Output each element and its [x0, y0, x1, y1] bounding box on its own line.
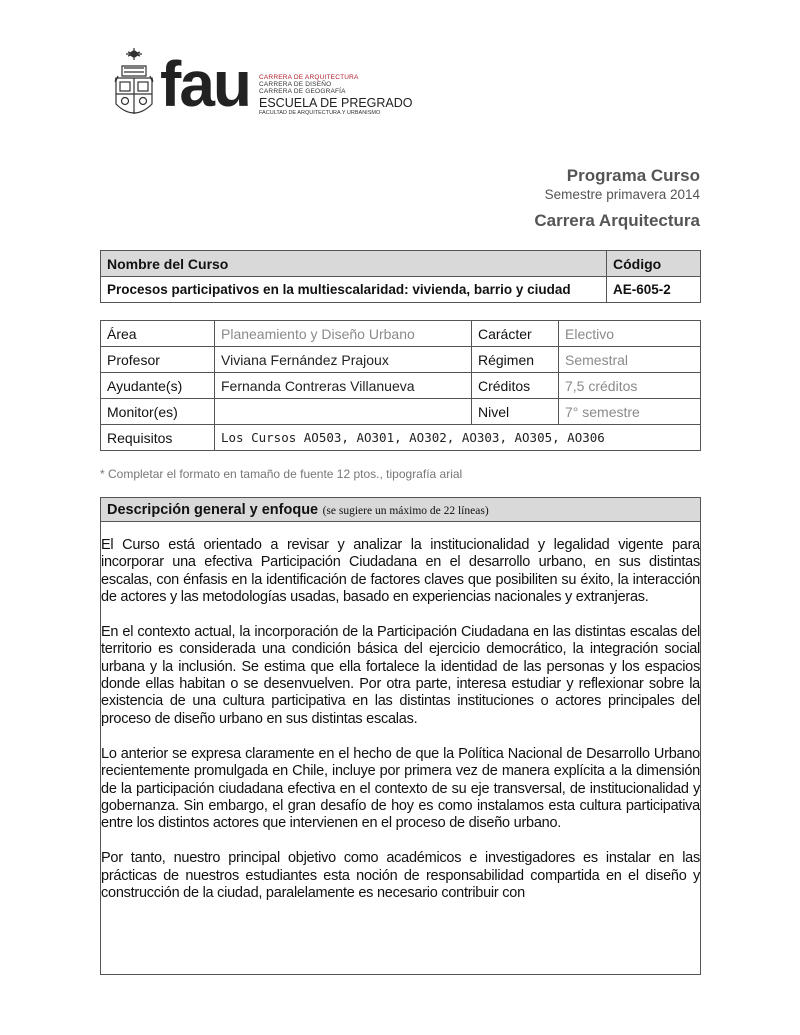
area-value: Planeamiento y Diseño Urbano: [215, 321, 472, 347]
university-seal-icon: [112, 46, 156, 126]
logo-wordmark: fau: [160, 48, 250, 120]
semester-label: Semestre primavera 2014: [544, 187, 700, 202]
logo-line-diseno: CARRERA DE DISEÑO: [259, 81, 332, 88]
course-name-header: Nombre del Curso: [101, 251, 607, 277]
monitor-label: Monitor(es): [101, 399, 215, 425]
monitor-value: [215, 399, 472, 425]
course-code-header: Código: [607, 251, 701, 277]
nivel-label: Nivel: [472, 399, 559, 425]
description-body: [101, 522, 700, 902]
description-section: [100, 497, 701, 975]
description-header: [101, 498, 700, 522]
description-paragraph: Por tanto, nuestro principal objetivo como académicos e investigadores es instalar en las prácticas de nuestros estudiantes esta noción de responsabilidad compartida en el diseño y construcción de la ciudad, paralelamente es necesario contribuir con: [101, 850, 700, 902]
nivel-value: 7° semestre: [559, 399, 701, 425]
requisitos-label: Requisitos: [101, 425, 215, 451]
area-label: Área: [101, 321, 215, 347]
profesor-value: Viviana Fernández Prajoux: [215, 347, 472, 373]
caracter-label: Carácter: [472, 321, 559, 347]
description-paragraph: Lo anterior se expresa claramente en el hecho de que la Política Nacional de Desarrollo Urbano recientemente promulgada en Chile, incluye por primera vez de manera explícita a la dimensión de la participación ciudadana efectiva en el contexto de su eje transversal, de institucionalidad y gobernanza. Sin embargo, el gran desafío de hoy es como instalamos esta cultura participativa entre los distintos actores que intervienen en el proceso de diseño urbano.: [101, 745, 700, 832]
creditos-label: Créditos: [472, 373, 559, 399]
creditos-value: 7,5 créditos: [559, 373, 701, 399]
description-title: Descripción general y enfoque: [107, 502, 319, 518]
regimen-label: Régimen: [472, 347, 559, 373]
course-code: AE-605-2: [607, 277, 701, 303]
course-info-table: [100, 320, 701, 451]
logo-school: ESCUELA DE PREGRADO: [259, 96, 413, 110]
logo-line-geografia: CARRERA DE GEOGRAFÍA: [259, 88, 346, 95]
regimen-value: Semestral: [559, 347, 701, 373]
logo-text-block: [259, 74, 413, 116]
logo-line-arquitectura: CARRERA DE ARQUITECTURA: [259, 74, 359, 81]
course-name: Procesos participativos en la multiescalaridad: vivienda, barrio y ciudad: [101, 277, 607, 303]
ayudante-value: Fernanda Contreras Villanueva: [215, 373, 472, 399]
description-paragraph: El Curso está orientado a revisar y analizar la institucionalidad y legalidad vigente para incorporar una efectiva Participación Ciudadana en el desarrollo urbano, en sus distintas escalas, con énfasis en la identificación de factores claves que posibiliten su éxito, la interacción de actores y las metodologías usadas, basado en experiencias nacionales y extranjeras.: [101, 537, 700, 605]
course-table: [100, 250, 701, 303]
format-note: * Completar el formato en tamaño de fuente 12 ptos., tipografía arial: [100, 467, 463, 481]
ayudante-label: Ayudante(s): [101, 373, 215, 399]
description-paragraph: En el contexto actual, la incorporación de la Participación Ciudadana en las distintas escalas del territorio es considerada una condición básica del ejercicio democrático, la integración social urbana y la inclusión. Se estima que ella fortalece la identidad de las personas y los espacios donde ellas habitan o se desenvuelven. Por otra parte, interesa estudiar y reflexionar sobre la existencia de una cultura participativa en las distintas instituciones o actores principales del proceso de diseño urbano en sus distintas escalas.: [101, 624, 700, 727]
description-subtitle: (se sugiere un máximo de 22 líneas): [322, 505, 489, 517]
caracter-value: Electivo: [559, 321, 701, 347]
profesor-label: Profesor: [101, 347, 215, 373]
requisitos-value: Los Cursos AO503, AO301, AO302, AO303, AO305, AO306: [215, 425, 701, 451]
program-title: Programa Curso: [566, 166, 700, 185]
career-title: Carrera Arquitectura: [534, 211, 700, 230]
logo-faculty: FACULTAD DE ARQUITECTURA Y URBANISMO: [259, 110, 381, 116]
